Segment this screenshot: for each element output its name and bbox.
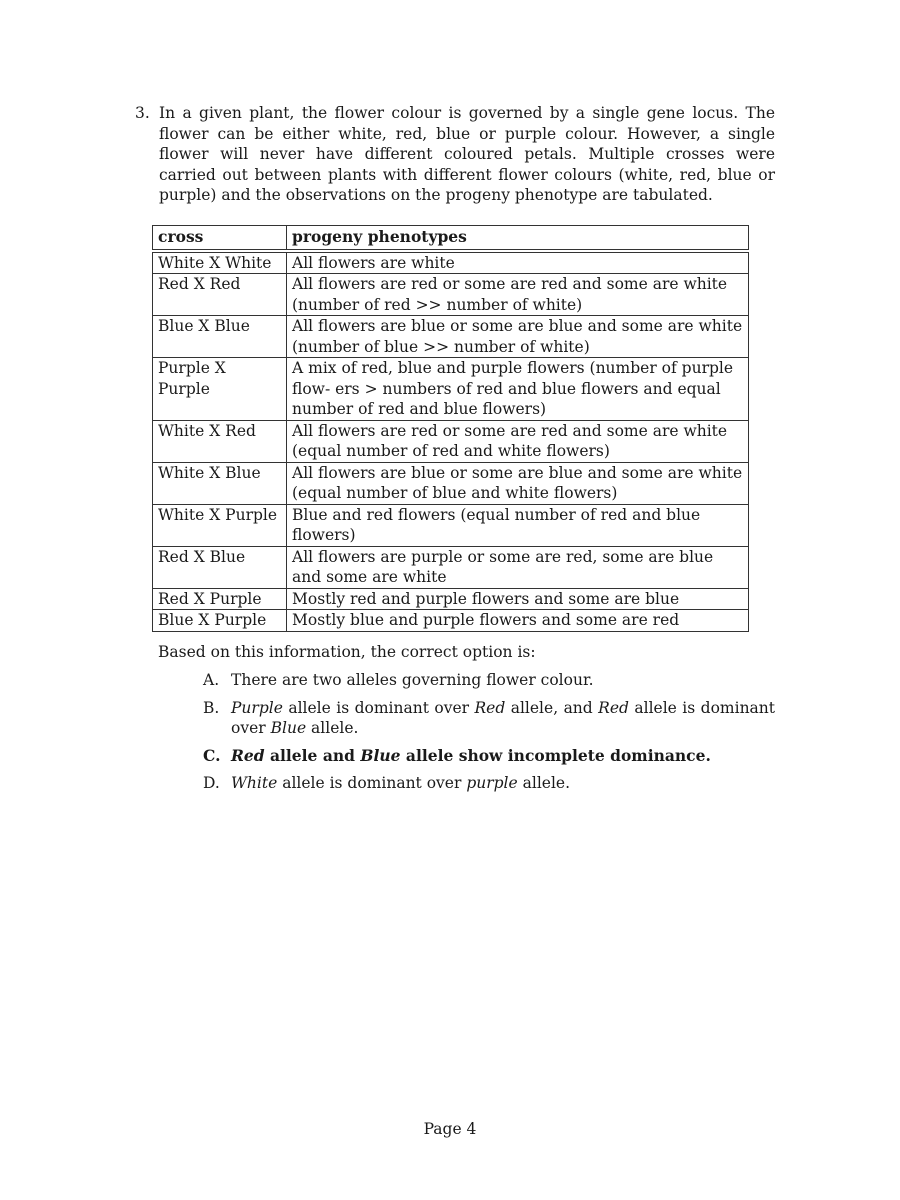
table-row: [153, 462, 749, 504]
option-text: Blue: [360, 745, 401, 765]
options-list: [203, 670, 775, 801]
option-item: [203, 670, 775, 691]
option-text: Red: [231, 745, 265, 765]
phenotype-cell: All flowers are red or some are red and some are white (equal number of red and white flowers): [287, 420, 749, 462]
table-row: [153, 252, 749, 274]
option-text: Purple: [231, 698, 283, 717]
phenotype-cell: Blue and red flowers (equal number of red and blue flowers): [287, 504, 749, 546]
phenotype-cell: A mix of red, blue and purple flowers (number of purple flow- ers > numbers of red and blue flowers and equal number of red and blue flowers): [287, 358, 749, 421]
option-label: B.: [203, 698, 220, 717]
option-text: allele show incomplete dominance.: [400, 745, 711, 765]
option-label: D.: [203, 774, 220, 792]
option-text: purple: [466, 774, 518, 792]
option-text: White: [231, 774, 278, 792]
option-text: allele, and: [505, 698, 599, 717]
cross-cell: Red X Purple: [153, 588, 287, 610]
table-body: [153, 249, 749, 631]
table-row: [153, 588, 749, 610]
option-label: C.: [203, 745, 221, 765]
cross-cell: Blue X Purple: [153, 610, 287, 632]
phenotype-cell: All flowers are white: [287, 252, 749, 274]
option-text: Red: [474, 698, 506, 717]
option-text: allele and: [264, 745, 361, 765]
option-label: A.: [203, 671, 220, 689]
phenotype-cell: All flowers are red or some are red and some are white (number of red >> number of white): [287, 274, 749, 316]
options-lead: Based on this information, the correct option is:: [158, 643, 536, 661]
page-number: Page 4: [423, 1120, 477, 1138]
cross-cell: Blue X Blue: [153, 316, 287, 358]
table-row: [153, 420, 749, 462]
cross-cell: Purple X Purple: [153, 358, 287, 421]
option-text: There are two alleles governing flower colour.: [231, 671, 594, 689]
option-text: allele is dominant over: [282, 698, 475, 717]
option-text: allele.: [517, 774, 570, 792]
table-row: [153, 274, 749, 316]
cross-cell: White X Purple: [153, 504, 287, 546]
option-text: allele.: [306, 719, 359, 737]
header-phenotypes: progeny phenotypes: [287, 226, 749, 250]
table-row: [153, 546, 749, 588]
phenotype-cell: All flowers are blue or some are blue and some are white (number of blue >> number of white): [287, 316, 749, 358]
option-text: Blue: [270, 719, 307, 737]
table-row: [153, 504, 749, 546]
table-row: [153, 358, 749, 421]
table-row: [153, 610, 749, 632]
phenotype-cell: Mostly blue and purple flowers and some are red: [287, 610, 749, 632]
phenotype-cell: All flowers are purple or some are red, some are blue and some are white: [287, 546, 749, 588]
table-header-row: [153, 226, 749, 250]
phenotype-cell: All flowers are blue or some are blue and some are white (equal number of blue and white flowers): [287, 462, 749, 504]
question-text: In a given plant, the flower colour is governed by a single gene locus. The flower can be either white, red, blue or purple colour. However, a single flower will never have different coloured petals. Multiple crosses were carried out between plants with different flower colours (white, red, blue or purple) and the observations on the progeny phenotype are tabulated.: [159, 104, 775, 204]
question-block: [135, 103, 775, 206]
table-row: [153, 316, 749, 358]
option-item: [203, 773, 775, 794]
option-text: Red: [598, 698, 629, 717]
cross-cell: Red X Blue: [153, 546, 287, 588]
header-cross: cross: [153, 226, 287, 250]
option-item: [203, 698, 775, 739]
option-text: allele is dominant over: [277, 774, 467, 792]
cross-table: [152, 225, 749, 632]
phenotype-cell: Mostly red and purple flowers and some are blue: [287, 588, 749, 610]
option-text: allele is dominant over: [231, 698, 776, 737]
cross-cell: White X Red: [153, 420, 287, 462]
question-number: 3.: [135, 104, 150, 122]
cross-cell: White X White: [153, 252, 287, 274]
cross-cell: White X Blue: [153, 462, 287, 504]
cross-cell: Red X Red: [153, 274, 287, 316]
option-item: [203, 746, 775, 767]
